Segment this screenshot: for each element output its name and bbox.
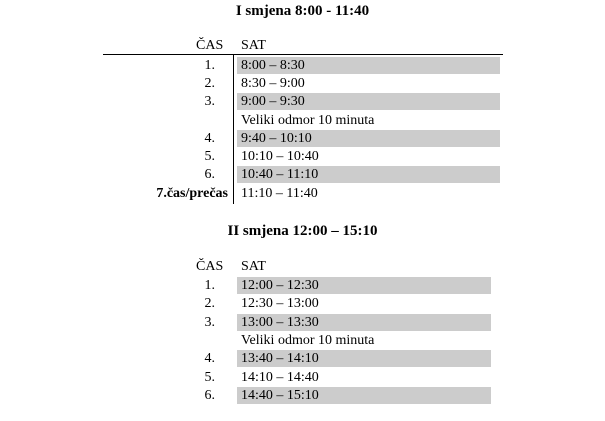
period-number: 3.	[204, 315, 215, 330]
period-number: 6.	[204, 388, 215, 403]
table-row	[0, 130, 605, 148]
period-number: 2.	[204, 296, 215, 311]
shift2-header-time: SAT	[241, 259, 266, 274]
table-row	[0, 277, 605, 295]
period-time: 14:40 – 15:10	[237, 387, 491, 404]
table-row	[0, 57, 605, 75]
period-time: 8:00 – 8:30	[237, 57, 500, 74]
period-time: 9:40 – 10:10	[237, 130, 500, 147]
period-number: 1.	[204, 58, 215, 73]
table-row	[0, 314, 605, 332]
break-label: Veliki odmor 10 minuta	[241, 113, 375, 128]
period-time: 12:00 – 12:30	[237, 277, 491, 294]
table-row	[0, 148, 605, 166]
table-row	[0, 75, 605, 93]
table-row	[0, 185, 605, 203]
period-time: 13:00 – 13:30	[237, 314, 491, 331]
period-time: 13:40 – 14:10	[237, 350, 491, 367]
period-time: 11:10 – 11:40	[241, 186, 318, 201]
table-row	[0, 295, 605, 313]
period-number: 4.	[204, 351, 215, 366]
period-time: 10:10 – 10:40	[241, 149, 319, 164]
table-row	[0, 166, 605, 184]
period-number: 5.	[204, 370, 215, 385]
shift2-title: II smjena 12:00 – 15:10	[227, 223, 378, 239]
break-label: Veliki odmor 10 minuta	[241, 333, 375, 348]
table-row	[0, 350, 605, 368]
period-number: 5.	[204, 149, 215, 164]
table-row	[0, 369, 605, 387]
table-row	[0, 93, 605, 111]
shift1-header-num: ČAS	[196, 38, 224, 53]
period-number: 4.	[204, 131, 215, 146]
table-row-break	[0, 112, 605, 130]
period-number	[100, 332, 215, 350]
shift2-header-num: ČAS	[196, 259, 224, 274]
period-number: 7.čas/prečas	[156, 186, 228, 201]
period-number: 2.	[204, 76, 215, 91]
shift1-title: I smjena 8:00 - 11:40	[235, 3, 370, 19]
table-row-break	[0, 332, 605, 350]
period-time: 12:30 – 13:00	[241, 296, 319, 311]
table-row	[0, 387, 605, 405]
period-time: 9:00 – 9:30	[237, 93, 500, 110]
period-number: 3.	[204, 94, 215, 109]
period-number: 6.	[204, 167, 215, 182]
period-number: 1.	[204, 278, 215, 293]
shift1-header-time: SAT	[241, 38, 266, 53]
period-time: 14:10 – 14:40	[241, 370, 319, 385]
period-time: 8:30 – 9:00	[241, 76, 305, 91]
shift1-header-divider	[103, 54, 503, 55]
period-number	[100, 112, 215, 130]
period-time: 10:40 – 11:10	[237, 166, 500, 183]
